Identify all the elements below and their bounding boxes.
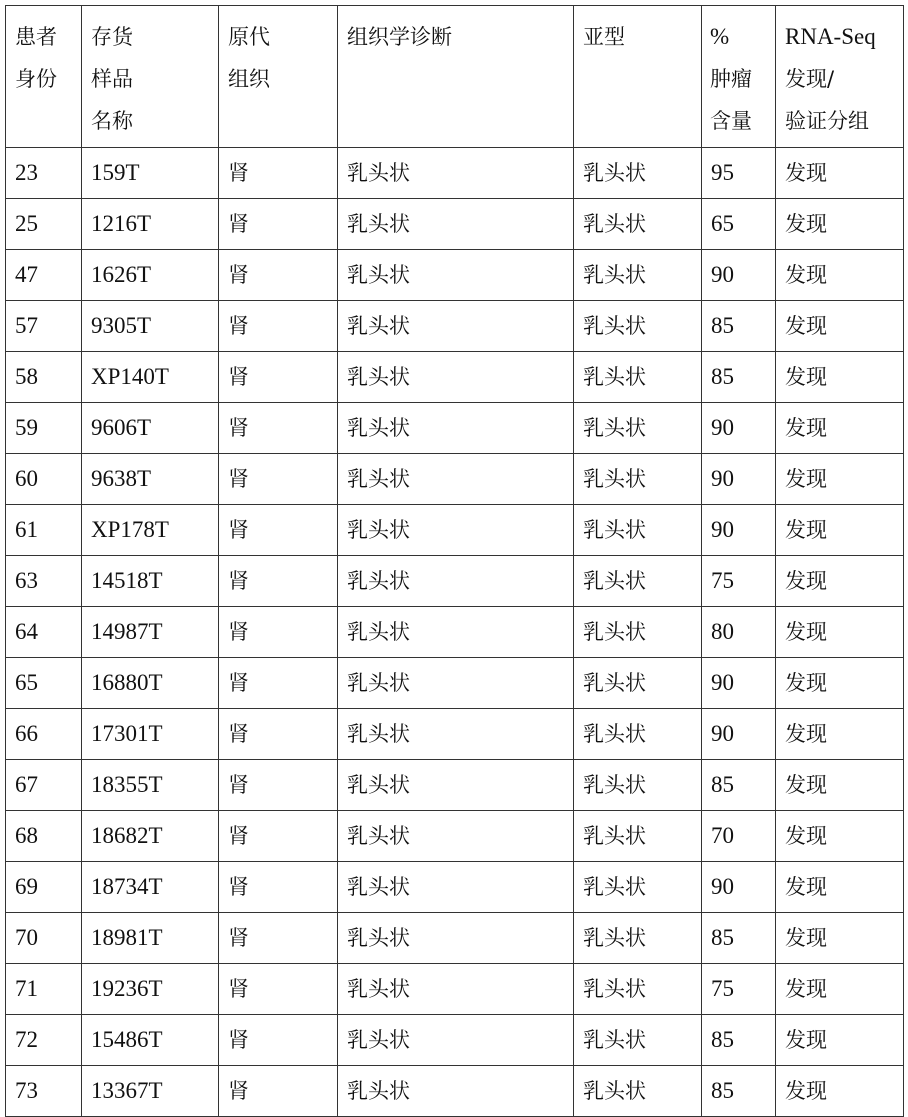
subtype-cell: 乳头状	[574, 556, 702, 607]
primary-tissue-cell: 肾	[219, 352, 338, 403]
table-row	[6, 862, 904, 913]
rnaseq-group-cell: 发现	[776, 505, 904, 556]
tumor-content-cell: 80	[702, 607, 776, 658]
rnaseq-group-cell: 发现	[776, 862, 904, 913]
histology-cell: 乳头状	[338, 148, 574, 199]
primary-tissue-cell: 肾	[219, 148, 338, 199]
histology-cell: 乳头状	[338, 199, 574, 250]
histology-cell: 乳头状	[338, 556, 574, 607]
tumor-content-cell: 90	[702, 862, 776, 913]
table-row	[6, 454, 904, 505]
sample-name-cell: 14987T	[82, 607, 219, 658]
tumor-content-cell: 65	[702, 199, 776, 250]
table-row	[6, 964, 904, 1015]
sample-name-cell: XP178T	[82, 505, 219, 556]
table-row	[6, 199, 904, 250]
subtype-cell: 乳头状	[574, 1015, 702, 1066]
patient-id-cell: 66	[6, 709, 82, 760]
primary-tissue-cell: 肾	[219, 556, 338, 607]
subtype-cell: 乳头状	[574, 454, 702, 505]
primary-tissue-cell: 肾	[219, 403, 338, 454]
primary-tissue-cell: 肾	[219, 454, 338, 505]
sample-name-cell: 18682T	[82, 811, 219, 862]
primary-tissue-cell: 肾	[219, 964, 338, 1015]
patient-sample-table	[5, 5, 904, 1117]
subtype-cell: 乳头状	[574, 1066, 702, 1117]
sample-name-cell: XP140T	[82, 352, 219, 403]
patient-id-cell: 73	[6, 1066, 82, 1117]
tumor-content-cell: 70	[702, 811, 776, 862]
tumor-content-cell: 90	[702, 709, 776, 760]
rnaseq-group-cell: 发现	[776, 913, 904, 964]
table-row	[6, 709, 904, 760]
sample-name-cell: 16880T	[82, 658, 219, 709]
subtype-cell: 乳头状	[574, 352, 702, 403]
table-row	[6, 607, 904, 658]
primary-tissue-cell: 肾	[219, 607, 338, 658]
histology-cell: 乳头状	[338, 505, 574, 556]
histology-cell: 乳头状	[338, 403, 574, 454]
table-row	[6, 811, 904, 862]
patient-id-cell: 67	[6, 760, 82, 811]
tumor-content-cell: 85	[702, 760, 776, 811]
header-sample-name: 存货 样品 名称	[82, 6, 219, 148]
subtype-cell: 乳头状	[574, 862, 702, 913]
sample-name-cell: 18355T	[82, 760, 219, 811]
table-row	[6, 148, 904, 199]
histology-cell: 乳头状	[338, 1015, 574, 1066]
subtype-cell: 乳头状	[574, 250, 702, 301]
sample-name-cell: 159T	[82, 148, 219, 199]
patient-id-cell: 60	[6, 454, 82, 505]
subtype-cell: 乳头状	[574, 607, 702, 658]
header-tumor-content: % 肿瘤 含量	[702, 6, 776, 148]
sample-name-cell: 1216T	[82, 199, 219, 250]
rnaseq-group-cell: 发现	[776, 658, 904, 709]
header-primary-tissue: 原代 组织	[219, 6, 338, 148]
histology-cell: 乳头状	[338, 964, 574, 1015]
table-row	[6, 658, 904, 709]
rnaseq-group-cell: 发现	[776, 454, 904, 505]
primary-tissue-cell: 肾	[219, 760, 338, 811]
subtype-cell: 乳头状	[574, 148, 702, 199]
patient-id-cell: 23	[6, 148, 82, 199]
rnaseq-group-cell: 发现	[776, 964, 904, 1015]
tumor-content-cell: 90	[702, 250, 776, 301]
histology-cell: 乳头状	[338, 913, 574, 964]
table-body	[6, 148, 904, 1117]
patient-id-cell: 72	[6, 1015, 82, 1066]
table-row	[6, 913, 904, 964]
subtype-cell: 乳头状	[574, 964, 702, 1015]
tumor-content-cell: 85	[702, 301, 776, 352]
subtype-cell: 乳头状	[574, 505, 702, 556]
rnaseq-group-cell: 发现	[776, 709, 904, 760]
header-patient-id: 患者 身份	[6, 6, 82, 148]
histology-cell: 乳头状	[338, 709, 574, 760]
primary-tissue-cell: 肾	[219, 658, 338, 709]
sample-name-cell: 17301T	[82, 709, 219, 760]
subtype-cell: 乳头状	[574, 709, 702, 760]
patient-id-cell: 68	[6, 811, 82, 862]
patient-id-cell: 57	[6, 301, 82, 352]
rnaseq-group-cell: 发现	[776, 1015, 904, 1066]
primary-tissue-cell: 肾	[219, 811, 338, 862]
rnaseq-group-cell: 发现	[776, 556, 904, 607]
table-row	[6, 1015, 904, 1066]
table-row	[6, 301, 904, 352]
tumor-content-cell: 75	[702, 556, 776, 607]
subtype-cell: 乳头状	[574, 658, 702, 709]
sample-name-cell: 18734T	[82, 862, 219, 913]
tumor-content-cell: 90	[702, 454, 776, 505]
histology-cell: 乳头状	[338, 352, 574, 403]
table-row	[6, 760, 904, 811]
histology-cell: 乳头状	[338, 862, 574, 913]
sample-name-cell: 9638T	[82, 454, 219, 505]
tumor-content-cell: 95	[702, 148, 776, 199]
patient-id-cell: 63	[6, 556, 82, 607]
subtype-cell: 乳头状	[574, 199, 702, 250]
histology-cell: 乳头状	[338, 301, 574, 352]
rnaseq-group-cell: 发现	[776, 148, 904, 199]
patient-id-cell: 25	[6, 199, 82, 250]
histology-cell: 乳头状	[338, 811, 574, 862]
sample-name-cell: 9606T	[82, 403, 219, 454]
histology-cell: 乳头状	[338, 1066, 574, 1117]
rnaseq-group-cell: 发现	[776, 607, 904, 658]
histology-cell: 乳头状	[338, 607, 574, 658]
rnaseq-group-cell: 发现	[776, 199, 904, 250]
rnaseq-group-cell: 发现	[776, 760, 904, 811]
primary-tissue-cell: 肾	[219, 913, 338, 964]
histology-cell: 乳头状	[338, 250, 574, 301]
tumor-content-cell: 90	[702, 403, 776, 454]
tumor-content-cell: 85	[702, 352, 776, 403]
primary-tissue-cell: 肾	[219, 709, 338, 760]
rnaseq-group-cell: 发现	[776, 352, 904, 403]
rnaseq-group-cell: 发现	[776, 403, 904, 454]
primary-tissue-cell: 肾	[219, 862, 338, 913]
table-row	[6, 505, 904, 556]
table-header	[6, 6, 904, 148]
rnaseq-group-cell: 发现	[776, 811, 904, 862]
sample-name-cell: 15486T	[82, 1015, 219, 1066]
tumor-content-cell: 85	[702, 913, 776, 964]
histology-cell: 乳头状	[338, 760, 574, 811]
table-row	[6, 352, 904, 403]
tumor-content-cell: 90	[702, 505, 776, 556]
histology-cell: 乳头状	[338, 454, 574, 505]
primary-tissue-cell: 肾	[219, 250, 338, 301]
header-subtype: 亚型	[574, 6, 702, 148]
tumor-content-cell: 75	[702, 964, 776, 1015]
sample-name-cell: 14518T	[82, 556, 219, 607]
patient-id-cell: 61	[6, 505, 82, 556]
subtype-cell: 乳头状	[574, 403, 702, 454]
header-row	[6, 6, 904, 148]
tumor-content-cell: 85	[702, 1066, 776, 1117]
sample-name-cell: 13367T	[82, 1066, 219, 1117]
subtype-cell: 乳头状	[574, 913, 702, 964]
patient-id-cell: 58	[6, 352, 82, 403]
tumor-content-cell: 85	[702, 1015, 776, 1066]
primary-tissue-cell: 肾	[219, 199, 338, 250]
rnaseq-group-cell: 发现	[776, 301, 904, 352]
subtype-cell: 乳头状	[574, 811, 702, 862]
table-row	[6, 556, 904, 607]
subtype-cell: 乳头状	[574, 760, 702, 811]
rnaseq-group-cell: 发现	[776, 1066, 904, 1117]
patient-id-cell: 64	[6, 607, 82, 658]
patient-id-cell: 47	[6, 250, 82, 301]
sample-name-cell: 19236T	[82, 964, 219, 1015]
primary-tissue-cell: 肾	[219, 1015, 338, 1066]
tumor-content-cell: 90	[702, 658, 776, 709]
primary-tissue-cell: 肾	[219, 505, 338, 556]
sample-name-cell: 9305T	[82, 301, 219, 352]
histology-cell: 乳头状	[338, 658, 574, 709]
table-row	[6, 1066, 904, 1117]
header-histology: 组织学诊断	[338, 6, 574, 148]
table-row	[6, 250, 904, 301]
primary-tissue-cell: 肾	[219, 301, 338, 352]
sample-name-cell: 18981T	[82, 913, 219, 964]
subtype-cell: 乳头状	[574, 301, 702, 352]
patient-id-cell: 65	[6, 658, 82, 709]
patient-id-cell: 69	[6, 862, 82, 913]
sample-name-cell: 1626T	[82, 250, 219, 301]
header-rnaseq-group: RNA-Seq 发现/ 验证分组	[776, 6, 904, 148]
patient-id-cell: 59	[6, 403, 82, 454]
patient-id-cell: 71	[6, 964, 82, 1015]
table-row	[6, 403, 904, 454]
patient-id-cell: 70	[6, 913, 82, 964]
rnaseq-group-cell: 发现	[776, 250, 904, 301]
primary-tissue-cell: 肾	[219, 1066, 338, 1117]
